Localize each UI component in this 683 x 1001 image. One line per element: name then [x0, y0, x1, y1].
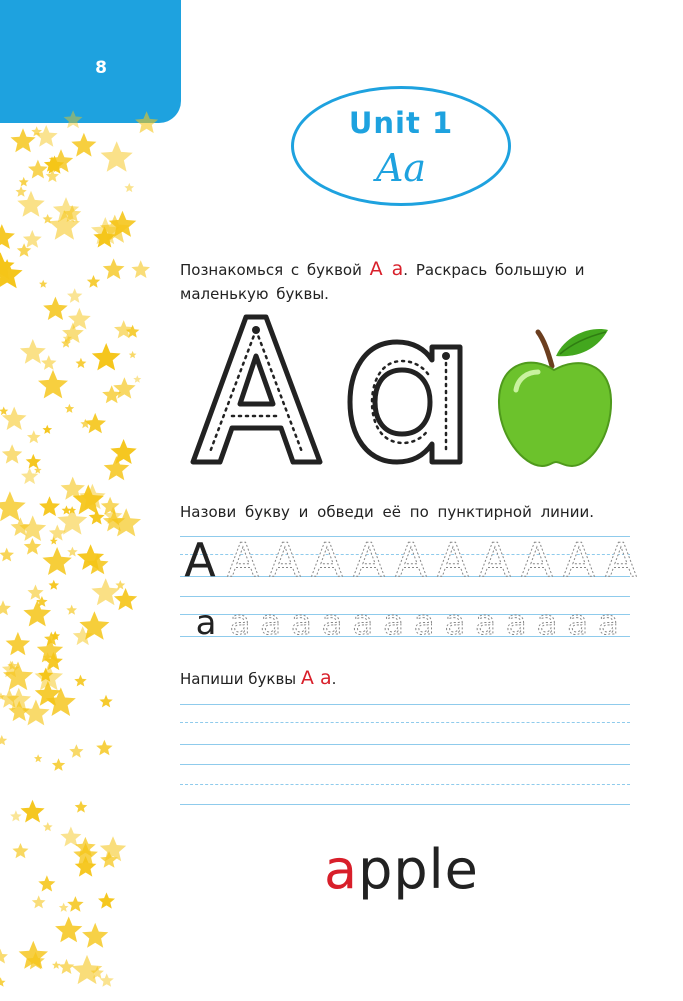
tracing-lower-letter[interactable]: a [290, 603, 312, 643]
instruction-letters: А а [300, 667, 332, 689]
tracing-lower-letter[interactable]: a [597, 603, 619, 643]
star-icon [110, 439, 136, 464]
tracing-lower-letter[interactable]: a [444, 603, 466, 643]
stars-decoration [0, 120, 160, 1001]
tracing-lower-letter[interactable]: a [567, 603, 589, 643]
instruction-text: Напиши буквы [180, 670, 301, 688]
tracing-upper-letter[interactable]: A [479, 533, 511, 587]
star-icon [52, 758, 65, 771]
star-icon [65, 404, 75, 413]
tracing-lower-letter[interactable]: a [383, 603, 404, 643]
page-number: 8 [95, 58, 107, 78]
star-icon [23, 230, 42, 248]
tracing-upper-letter[interactable]: A [353, 533, 385, 587]
star-icon [26, 454, 41, 469]
star-icon [131, 260, 150, 278]
star-icon [19, 515, 46, 541]
tracing-upper-letter[interactable]: A [227, 533, 259, 587]
example-word [324, 838, 479, 901]
star-icon [71, 133, 96, 157]
example-word-rest: pple [358, 838, 479, 901]
star-icon [16, 186, 27, 197]
tracing-lower-model: a [195, 603, 217, 643]
star-icon [76, 358, 87, 368]
tracing-lower-letter[interactable]: a [260, 603, 282, 643]
star-icon [49, 525, 66, 541]
star-icon [34, 754, 42, 762]
star-icon [43, 822, 53, 831]
tracing-upper-model: A [184, 533, 216, 587]
star-icon [0, 949, 8, 964]
star-icon [66, 605, 77, 615]
tracing-upper-letter[interactable]: A [395, 533, 427, 587]
tracing-upper-letter[interactable]: A [437, 533, 469, 587]
star-icon [59, 959, 75, 974]
star-icon [43, 297, 67, 320]
star-icon [39, 496, 60, 516]
star-icon [32, 895, 46, 908]
star-icon [41, 355, 57, 370]
instruction-text: Познакомься с буквой [180, 261, 370, 279]
star-icon [114, 588, 137, 610]
tracing-lower-letter[interactable]: a [229, 603, 251, 643]
star-icon [59, 903, 69, 912]
star-icon [35, 125, 58, 147]
star-icon [0, 600, 11, 615]
tracing-lower-letter[interactable]: a [352, 603, 374, 643]
star-icon [49, 580, 60, 590]
star-icon [0, 491, 26, 521]
star-icon [20, 339, 46, 364]
star-icon [96, 740, 112, 756]
star-icon [101, 497, 120, 515]
star-icon [133, 375, 141, 383]
instruction-writing [180, 666, 336, 691]
star-icon [115, 580, 125, 589]
star-icon [38, 875, 55, 891]
coloring-letter-upper[interactable] [193, 317, 320, 462]
star-icon [74, 675, 86, 687]
star-icon [67, 288, 82, 303]
star-icon [98, 892, 115, 908]
star-icon [67, 547, 78, 557]
star-icon [100, 973, 114, 986]
star-icon [82, 923, 108, 948]
star-icon [87, 275, 100, 288]
example-word-first-letter: a [324, 838, 359, 901]
coloring-letters[interactable] [192, 312, 472, 472]
star-icon [19, 177, 29, 187]
tracing-lower-letter[interactable]: a [413, 603, 435, 643]
instruction-letters: А а [369, 258, 404, 280]
star-icon [0, 977, 6, 987]
tracing-lower-letter[interactable]: a [321, 603, 343, 643]
tracing-lower-letter[interactable]: a [536, 603, 558, 643]
star-icon [12, 843, 28, 858]
writing-area[interactable] [180, 700, 630, 810]
instruction-text-end: . Раскрась большую и маленькую буквы. [180, 261, 585, 303]
star-icon [39, 280, 47, 288]
star-icon [11, 128, 36, 152]
tracing-upper-letter[interactable]: A [311, 533, 343, 587]
star-icon [27, 585, 43, 600]
star-icon [103, 258, 125, 279]
tracing-upper-letter[interactable]: A [563, 533, 595, 587]
star-icon [129, 351, 137, 358]
star-icon [67, 896, 83, 912]
instruction-text-end: . [331, 670, 337, 688]
star-icon [124, 183, 134, 192]
star-icon [38, 370, 68, 399]
tracing-lower-letter[interactable]: a [505, 603, 527, 643]
star-icon [24, 538, 42, 555]
unit-letters: Aa [375, 146, 427, 190]
star-icon [23, 600, 51, 626]
instruction-tracing: Назови букву и обведи её по пунктирной линии. [180, 503, 595, 521]
coloring-letter-lower[interactable] [350, 342, 460, 462]
tracing-upper-letter[interactable]: A [521, 533, 553, 587]
star-icon [85, 413, 107, 433]
star-icon [99, 695, 112, 708]
star-icon [0, 735, 7, 745]
tracing-lower-letter[interactable]: a [475, 603, 497, 643]
star-icon [69, 744, 83, 758]
star-icon [21, 800, 45, 823]
star-icon [60, 827, 81, 847]
star-icon [55, 917, 82, 943]
star-icon [6, 632, 31, 655]
star-icon [3, 662, 33, 691]
star-icon [0, 548, 14, 562]
star-icon [42, 547, 71, 575]
star-icon [22, 700, 49, 726]
star-icon [75, 801, 88, 813]
tracing-letters[interactable] [180, 530, 637, 645]
apple-icon [494, 326, 616, 468]
star-icon [101, 141, 133, 172]
star-icon [91, 578, 120, 605]
star-icon [0, 224, 15, 249]
star-icon [0, 407, 8, 416]
star-icon [27, 430, 41, 443]
star-icon [10, 810, 22, 821]
instruction-coloring [180, 257, 620, 306]
tracing-upper-letter[interactable]: A [269, 533, 301, 587]
unit-title: Unit 1 [348, 106, 454, 140]
star-icon [92, 343, 121, 370]
tracing-upper-letter[interactable]: A [605, 533, 637, 587]
star-icon [43, 425, 53, 434]
star-icon [2, 444, 22, 463]
